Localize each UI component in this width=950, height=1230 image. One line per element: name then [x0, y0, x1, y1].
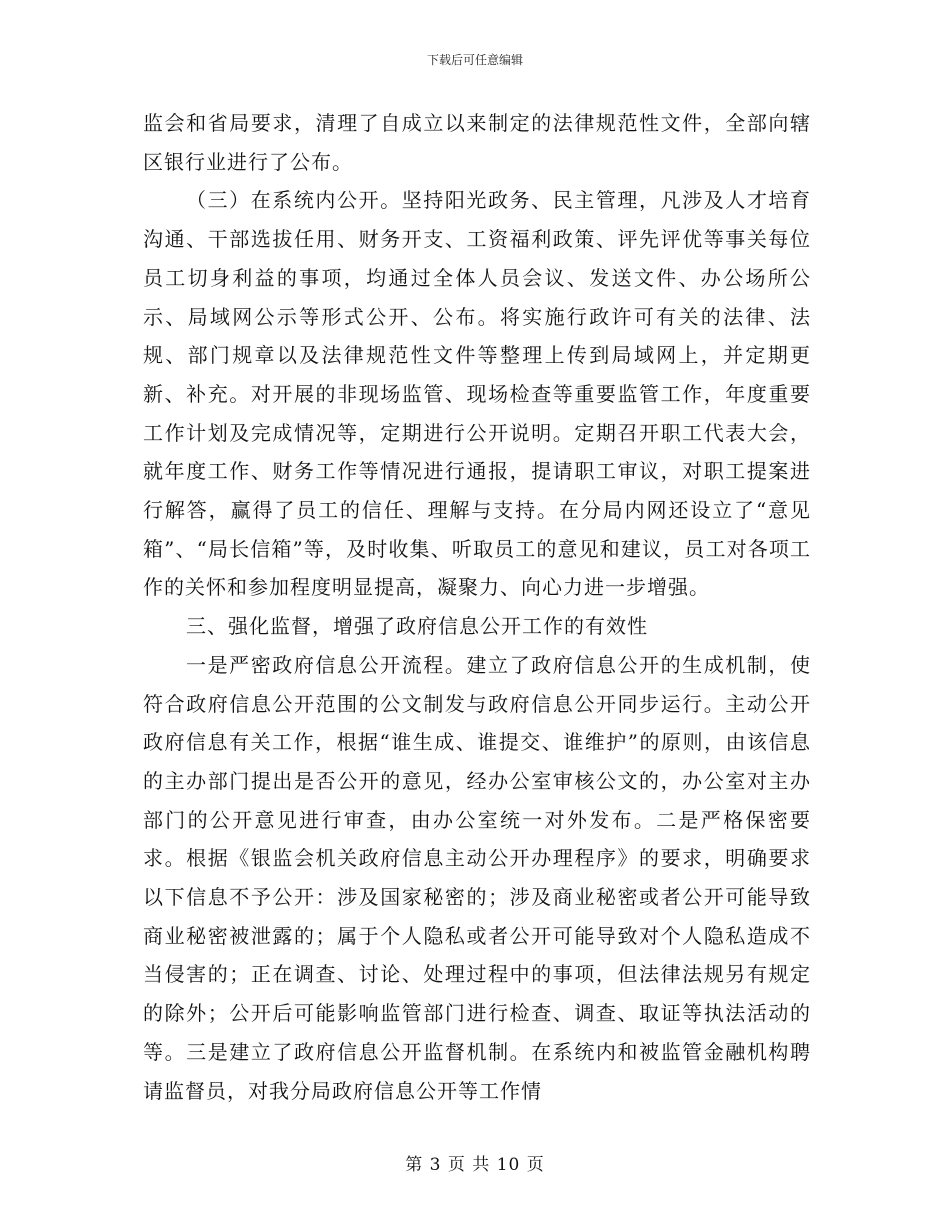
page-header: 下载后可任意编辑 [426, 53, 523, 67]
body-paragraph-continuation: 监会和省局要求，清理了自成立以来制定的法律规范性文件，全部向辖区银行业进行了公布。 [143, 111, 811, 174]
page-number-footer: 第 3 页 共 10 页 [405, 1155, 545, 1175]
document-body [143, 104, 811, 1110]
body-paragraph-oversight: 一是严密政府信息公开流程。建立了政府信息公开的生成机制，使符合政府信息公开范围的公文制发与政府信息公开同步运行。主动公开政府信息有关工作，根据“谁生成、谁提交、谁维护”的原则，由该信息的主办部门提出是否公开的意见，经办公室审核公文的，办公室对主办部门的公开意见进行审查，由办公室统一对外发布。二是严格保密要求。根据《银监会机关政府信息主动公开办理程序》的要求，明确要求以下信息不予公开：涉及国家秘密的；涉及商业秘密或者公开可能导致商业秘密被泄露的；属于个人隐私或者公开可能导致对个人隐私造成不当侵害的；正在调查、讨论、处理过程中的事项，但法律法规另有规定的除外；公开后可能影响监管部门进行检查、调查、取证等执法活动的等。三是建立了政府信息公开监督机制。在系统内和被监管金融机构聘请监督员，对我分局政府信息公开等工作情 [143, 652, 811, 1103]
body-paragraph-internal-disclosure: （三）在系统内公开。坚持阳光政务、民主管理，凡涉及人才培育沟通、干部选拔任用、财务开支、工资福利政策、评先评优等事关每位员工切身利益的事项，均通过全体人员会议、发送文件、办公场所公示、局域网公示等形式公开、公布。将实施行政许可有关的法律、法规、部门规章以及法律规范性文件等整理上传到局域网上，并定期更新、补充。对开展的非现场监管、现场检查等重要监管工作，年度重要工作计划及完成情况等，定期进行公开说明。定期召开职工代表大会，就年度工作、财务工作等情况进行通报，提请职工审议，对职工提案进行解答，赢得了员工的信任、理解与支持。在分局内网还设立了“意见箱”、“局长信箱”等，及时收集、听取员工的意见和建议，员工对各项工作的关怀和参加程度明显提高，凝聚力、向心力进一步增强。 [143, 188, 811, 600]
section-heading: 三、强化监督，增强了政府信息公开工作的有效性 [186, 614, 648, 639]
